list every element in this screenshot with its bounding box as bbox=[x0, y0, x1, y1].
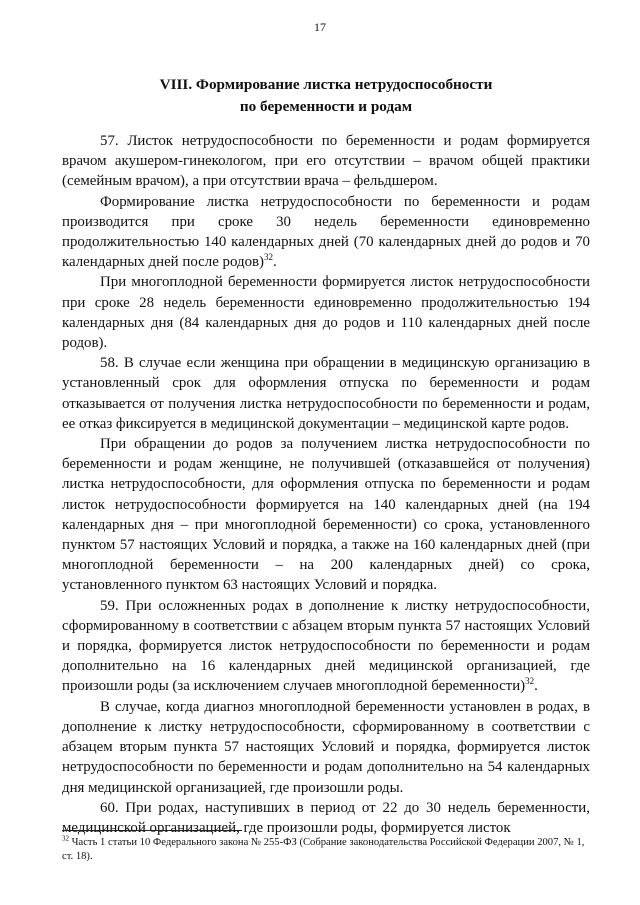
section-heading-line-1: VIII. Формирование листка нетрудоспособности bbox=[159, 76, 493, 93]
paragraph: 57. Листок нетрудоспособности по беременности и родам формируется врачом акушером-гинекологом, при его отсутствии – врачом общей практики (семейным врачом), а при отсутствии врача – фельдшером. bbox=[62, 133, 590, 190]
paragraph: 60. При родах, наступивших в период от 22 до 30 недель беременности, медицинской организацией, где произошли роды, формируется листок bbox=[62, 799, 590, 836]
section-heading bbox=[62, 74, 590, 118]
paragraph: При многоплодной беременности формируется листок нетрудоспособности при сроке 28 недель беременности единовременно продолжительностью 194 календарных дня (84 календарных дня до родов и 110 календарных дней после родов). bbox=[62, 274, 590, 352]
paragraph: 59. При осложненных родах в дополнение к листку нетрудоспособности, сформированному в соответствии с абзацем вторым пункта 57 настоящих Условий и порядка, формируется листок нетрудоспособности по беременности и родам дополнительно на 16 календарных дней медицинской организацией, где произошли роды (за исключением случаев многоплодной беременности)$^{32}$. bbox=[62, 597, 590, 695]
page-number: 17 bbox=[314, 20, 326, 34]
section-heading-line-2: по беременности и родам bbox=[239, 98, 413, 115]
paragraph: 58. В случае если женщина при обращении в медицинскую организацию в установленный срок для оформления отпуска по беременности и родам отказывается от получения листка нетрудоспособности по беременности и родам, ее отказ фиксируется в медицинской документации – медицинской карте родов. bbox=[62, 355, 590, 432]
footnote-marker: 32 bbox=[62, 834, 69, 843]
paragraph: В случае, когда диагноз многоплодной беременности установлен в родах, в дополнение к листку нетрудоспособности, сформированному в соответствии с абзацем вторым пункта 57 настоящих Условий и порядка, формируется листок нетрудоспособности по беременности и родам дополнительно на 54 календарных дня медицинской организацией, где произошли роды. bbox=[62, 698, 590, 796]
footnote bbox=[62, 836, 590, 864]
paragraph: Формирование листка нетрудоспособности по беременности и родам производится при сроке 30 недель беременности единовременно продолжительностью 140 календарных дней (70 календарных дней до родов и 70 календарных дней после родов)$^{32}$. bbox=[62, 193, 590, 271]
paragraph: При обращении до родов за получением листка нетрудоспособности по беременности и родам женщине, не получившей (отказавшейся от получения) листка нетрудоспособности, для оформления отпуска по беременности и родам листок нетрудоспособности формируется на 140 календарных дней (на 194 календарных дня – при многоплодной беременности) со срока, установленного пунктом 57 настоящих Условий и порядка, а также на 160 календарных дней (при многоплодной беременности – на 200 календарных дней) со срока, установленного пунктом 63 настоящих Условий и порядка. bbox=[62, 436, 590, 594]
footnote-text: Часть 1 статьи 10 Федерального закона № 255-ФЗ (Собрание законодательства Российской Федерации 2007, № 1, ст. 18). bbox=[62, 837, 585, 862]
footnote-divider bbox=[62, 830, 242, 831]
footnote-reference: 32 bbox=[525, 676, 535, 687]
footnote-reference: 32 bbox=[264, 252, 274, 263]
document-body bbox=[62, 131, 590, 838]
